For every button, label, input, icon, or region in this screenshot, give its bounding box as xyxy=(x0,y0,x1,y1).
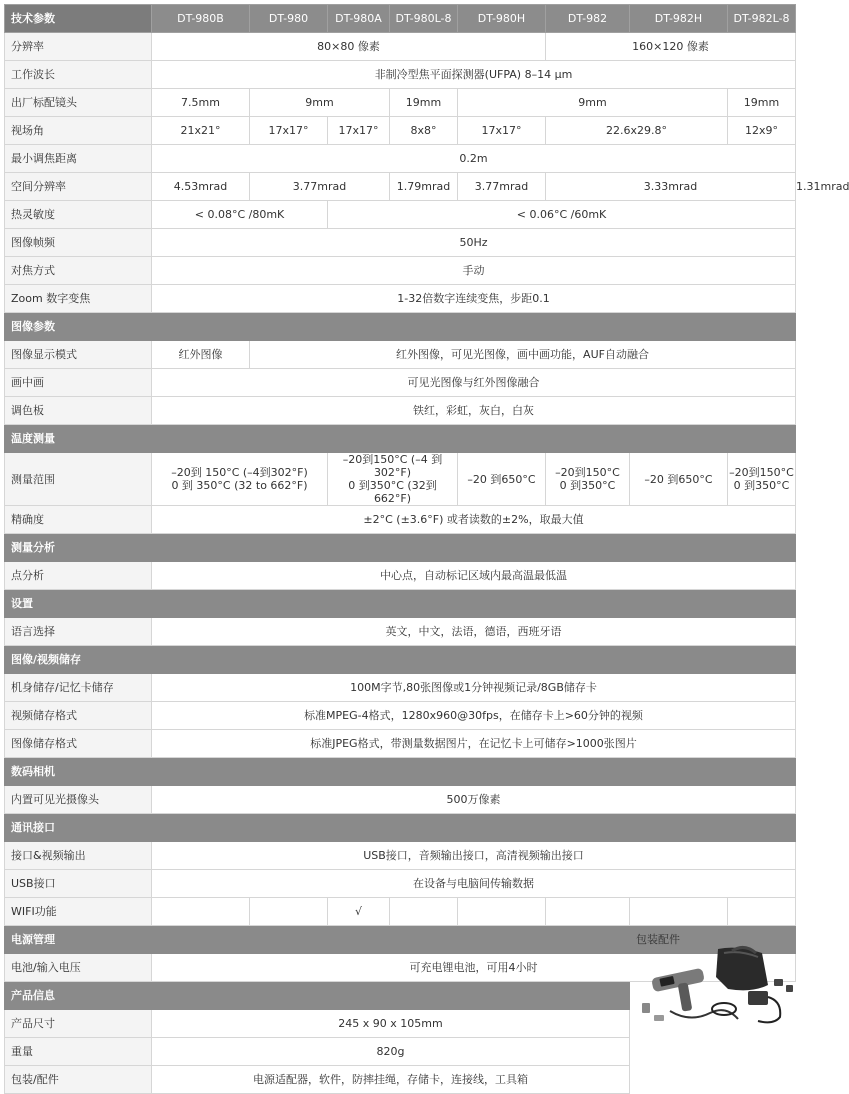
range-line: –20到150°C xyxy=(555,466,620,479)
section-title: 温度测量 xyxy=(5,425,152,453)
range-line: 0 到 350°C (32 to 662°F) xyxy=(171,479,308,492)
header-label: 技术参数 xyxy=(5,5,152,33)
accessories-photo xyxy=(640,945,795,1027)
value-cell: 50Hz xyxy=(152,229,796,257)
row-focus-distance xyxy=(5,145,796,173)
row-label: 分辨率 xyxy=(5,33,152,61)
model-dt-980b: DT-980B xyxy=(152,5,250,33)
value-cell: 80×80 像素 xyxy=(152,33,546,61)
row-label: 热灵敏度 xyxy=(5,201,152,229)
row-label: 机身储存/记忆卡储存 xyxy=(5,674,152,702)
section-image-params xyxy=(5,313,796,341)
value-cell: 1.79mrad xyxy=(390,173,458,201)
value-cell: 红外图像，可见光图像，画中画功能，AUF自动融合 xyxy=(250,341,796,369)
value-cell: 17x17° xyxy=(328,117,390,145)
section-fill xyxy=(152,425,796,453)
section-camera xyxy=(5,758,796,786)
row-zoom xyxy=(5,285,796,313)
row-label: 重量 xyxy=(5,1038,152,1066)
value-cell: 在设备与电脑间传输数据 xyxy=(152,870,796,898)
row-label: 电池/输入电压 xyxy=(5,954,152,982)
row-label: USB接口 xyxy=(5,870,152,898)
value-cell: 3.77mrad xyxy=(458,173,546,201)
value-cell xyxy=(152,898,250,926)
carry-case-icon xyxy=(716,948,768,991)
value-cell: 1-32倍数字连续变焦，步距0.1 xyxy=(152,285,796,313)
cable-coil-icon xyxy=(712,1003,736,1015)
model-dt-980a: DT-980A xyxy=(328,5,390,33)
section-interface xyxy=(5,814,796,842)
row-sensitivity xyxy=(5,201,796,229)
row-palette xyxy=(5,397,796,425)
value-cell: 12x9° xyxy=(728,117,796,145)
row-pip xyxy=(5,369,796,397)
row-label: 包装/配件 xyxy=(5,1066,152,1094)
row-visible-camera xyxy=(5,786,796,814)
row-label: 工作波长 xyxy=(5,61,152,89)
model-dt-982h: DT-982H xyxy=(630,5,728,33)
section-title: 产品信息 xyxy=(5,982,152,1010)
value-cell: 标准JPEG格式，带测量数据图片，在记忆卡上可储存>1000张图片 xyxy=(152,730,796,758)
value-cell xyxy=(728,898,796,926)
row-label: 视频储存格式 xyxy=(5,702,152,730)
value-cell: 8x8° xyxy=(390,117,458,145)
row-label: 内置可见光摄像头 xyxy=(5,786,152,814)
value-cell: 英文，中文，法语，德语，西班牙语 xyxy=(152,618,796,646)
model-dt-980l-8: DT-980L-8 xyxy=(390,5,458,33)
value-cell xyxy=(328,453,458,506)
row-label: 图像显示模式 xyxy=(5,341,152,369)
value-cell: 铁红，彩虹，灰白，白灰 xyxy=(152,397,796,425)
section-fill xyxy=(152,590,796,618)
value-cell: 中心点，自动标记区域内最高温最低温 xyxy=(152,562,796,590)
range-line: 0 到350°C xyxy=(733,479,790,492)
value-cell: 3.33mrad xyxy=(546,173,796,201)
row-label: 出厂标配镜头 xyxy=(5,89,152,117)
section-fill xyxy=(152,758,796,786)
value-cell: 17x17° xyxy=(458,117,546,145)
row-label: 视场角 xyxy=(5,117,152,145)
row-point-analysis xyxy=(5,562,796,590)
row-internal-storage xyxy=(5,674,796,702)
value-cell: 电源适配器，软件，防摔挂绳，存储卡，连接线，工具箱 xyxy=(152,1066,630,1094)
row-label: 精确度 xyxy=(5,506,152,534)
row-label: 对焦方式 xyxy=(5,257,152,285)
section-title: 图像参数 xyxy=(5,313,152,341)
value-cell: USB接口，音频输出接口，高清视频输出接口 xyxy=(152,842,796,870)
row-label: 调色板 xyxy=(5,397,152,425)
row-label: Zoom 数字变焦 xyxy=(5,285,152,313)
section-title: 图像/视频储存 xyxy=(5,646,152,674)
value-cell xyxy=(250,898,328,926)
section-title: 通讯接口 xyxy=(5,814,152,842)
section-fill xyxy=(152,982,630,1010)
row-image-format xyxy=(5,730,796,758)
range-line: –20到150°C (–4 到 302°F) xyxy=(342,453,443,479)
row-video-out xyxy=(5,842,796,870)
row-lens xyxy=(5,89,796,117)
value-cell: 500万像素 xyxy=(152,786,796,814)
section-temperature xyxy=(5,425,796,453)
row-usb xyxy=(5,870,796,898)
value-cell: 19mm xyxy=(390,89,458,117)
row-label: 最小调焦距离 xyxy=(5,145,152,173)
row-wavelength xyxy=(5,61,796,89)
value-cell xyxy=(390,898,458,926)
range-line: 0 到350°C (32到 662°F) xyxy=(348,479,437,505)
value-cell: < 0.08°C /80mK xyxy=(152,201,328,229)
row-label: 画中画 xyxy=(5,369,152,397)
row-wifi xyxy=(5,898,796,926)
value-cell xyxy=(546,453,630,506)
section-title: 测量分析 xyxy=(5,534,152,562)
model-dt-982: DT-982 xyxy=(546,5,630,33)
model-dt-982l-8: DT-982L-8 xyxy=(728,5,796,33)
value-cell: 标准MPEG-4格式，1280x960@30fps，在储存卡上>60分钟的视频 xyxy=(152,702,796,730)
value-cell: 可充电锂电池，可用4小时 xyxy=(152,954,796,982)
section-fill xyxy=(152,313,796,341)
value-cell: 红外图像 xyxy=(152,341,250,369)
range-line: –20到150°C xyxy=(729,466,794,479)
value-cell xyxy=(728,453,796,506)
memory-card-icon xyxy=(642,1003,650,1013)
value-cell: 9mm xyxy=(458,89,728,117)
thermal-camera-icon xyxy=(651,968,705,993)
row-accuracy xyxy=(5,506,796,534)
value-cell: 非制冷型焦平面探测器(UFPA) 8–14 µm xyxy=(152,61,796,89)
value-cell xyxy=(152,453,328,506)
row-video-format xyxy=(5,702,796,730)
value-cell: < 0.06°C /60mK xyxy=(328,201,796,229)
plug-adapter-icon xyxy=(786,985,793,992)
row-label: 空间分辨率 xyxy=(5,173,152,201)
row-measure-range xyxy=(5,453,796,506)
row-label: WIFI功能 xyxy=(5,898,152,926)
range-line: 0 到350°C xyxy=(559,479,616,492)
section-fill xyxy=(152,814,796,842)
row-spatial-resolution: 空间分辨率 4.53mrad 3.77mrad 1.79mrad 3.77mrad 3.33mrad 1.31mrad xyxy=(5,173,796,201)
value-cell: 19mm xyxy=(728,89,796,117)
row-language xyxy=(5,618,796,646)
section-fill xyxy=(152,646,796,674)
section-settings xyxy=(5,590,796,618)
row-label: 图像帧频 xyxy=(5,229,152,257)
row-label: 接口&视频输出 xyxy=(5,842,152,870)
value-cell: 100M字节,80张图像或1分钟视频记录/8GB储存卡 xyxy=(152,674,796,702)
value-cell xyxy=(546,898,630,926)
wifi-check: √ xyxy=(328,898,390,926)
value-cell: 245 x 90 x 105mm xyxy=(152,1010,630,1038)
plug-adapter-icon xyxy=(774,979,783,986)
value-cell: 3.77mrad xyxy=(250,173,390,201)
section-analysis xyxy=(5,534,796,562)
value-cell: 7.5mm xyxy=(152,89,250,117)
row-resolution xyxy=(5,33,796,61)
value-cell: 0.2m xyxy=(152,145,796,173)
value-cell: 4.53mrad xyxy=(152,173,250,201)
value-cell: 22.6x29.8° xyxy=(546,117,728,145)
section-fill xyxy=(152,534,796,562)
header-row xyxy=(5,5,796,33)
usb-connector-icon xyxy=(654,1015,664,1021)
section-storage xyxy=(5,646,796,674)
value-cell: –20 到650°C xyxy=(458,453,546,506)
value-cell: 17x17° xyxy=(250,117,328,145)
row-display-mode xyxy=(5,341,796,369)
value-cell xyxy=(458,898,546,926)
value-cell: 820g xyxy=(152,1038,630,1066)
model-dt-980: DT-980 xyxy=(250,5,328,33)
row-label: 语言选择 xyxy=(5,618,152,646)
value-cell: 9mm xyxy=(250,89,390,117)
row-fov xyxy=(5,117,796,145)
section-title: 设置 xyxy=(5,590,152,618)
value-cell xyxy=(630,898,728,926)
accessories-title: 包装配件 xyxy=(636,933,680,946)
value-cell: 21x21° xyxy=(152,117,250,145)
row-focus-mode xyxy=(5,257,796,285)
charger-icon xyxy=(748,991,768,1005)
value-cell: ±2°C (±3.6°F) 或者读数的±2%，取最大值 xyxy=(152,506,796,534)
camera-grip-icon xyxy=(678,982,693,1011)
section-title: 数码相机 xyxy=(5,758,152,786)
model-dt-980h: DT-980H xyxy=(458,5,546,33)
value-cell: –20 到650°C xyxy=(630,453,728,506)
range-line: –20到 150°C (–4到302°F) xyxy=(171,466,308,479)
row-label: 产品尺寸 xyxy=(5,1010,152,1038)
row-label: 图像储存格式 xyxy=(5,730,152,758)
value-cell: 可见光图像与红外图像融合 xyxy=(152,369,796,397)
row-label: 点分析 xyxy=(5,562,152,590)
section-title: 电源管理 xyxy=(5,926,152,954)
value-cell: 160×120 像素 xyxy=(546,33,796,61)
row-label: 测量范围 xyxy=(5,453,152,506)
value-cell: 手动 xyxy=(152,257,796,285)
row-frame-rate xyxy=(5,229,796,257)
